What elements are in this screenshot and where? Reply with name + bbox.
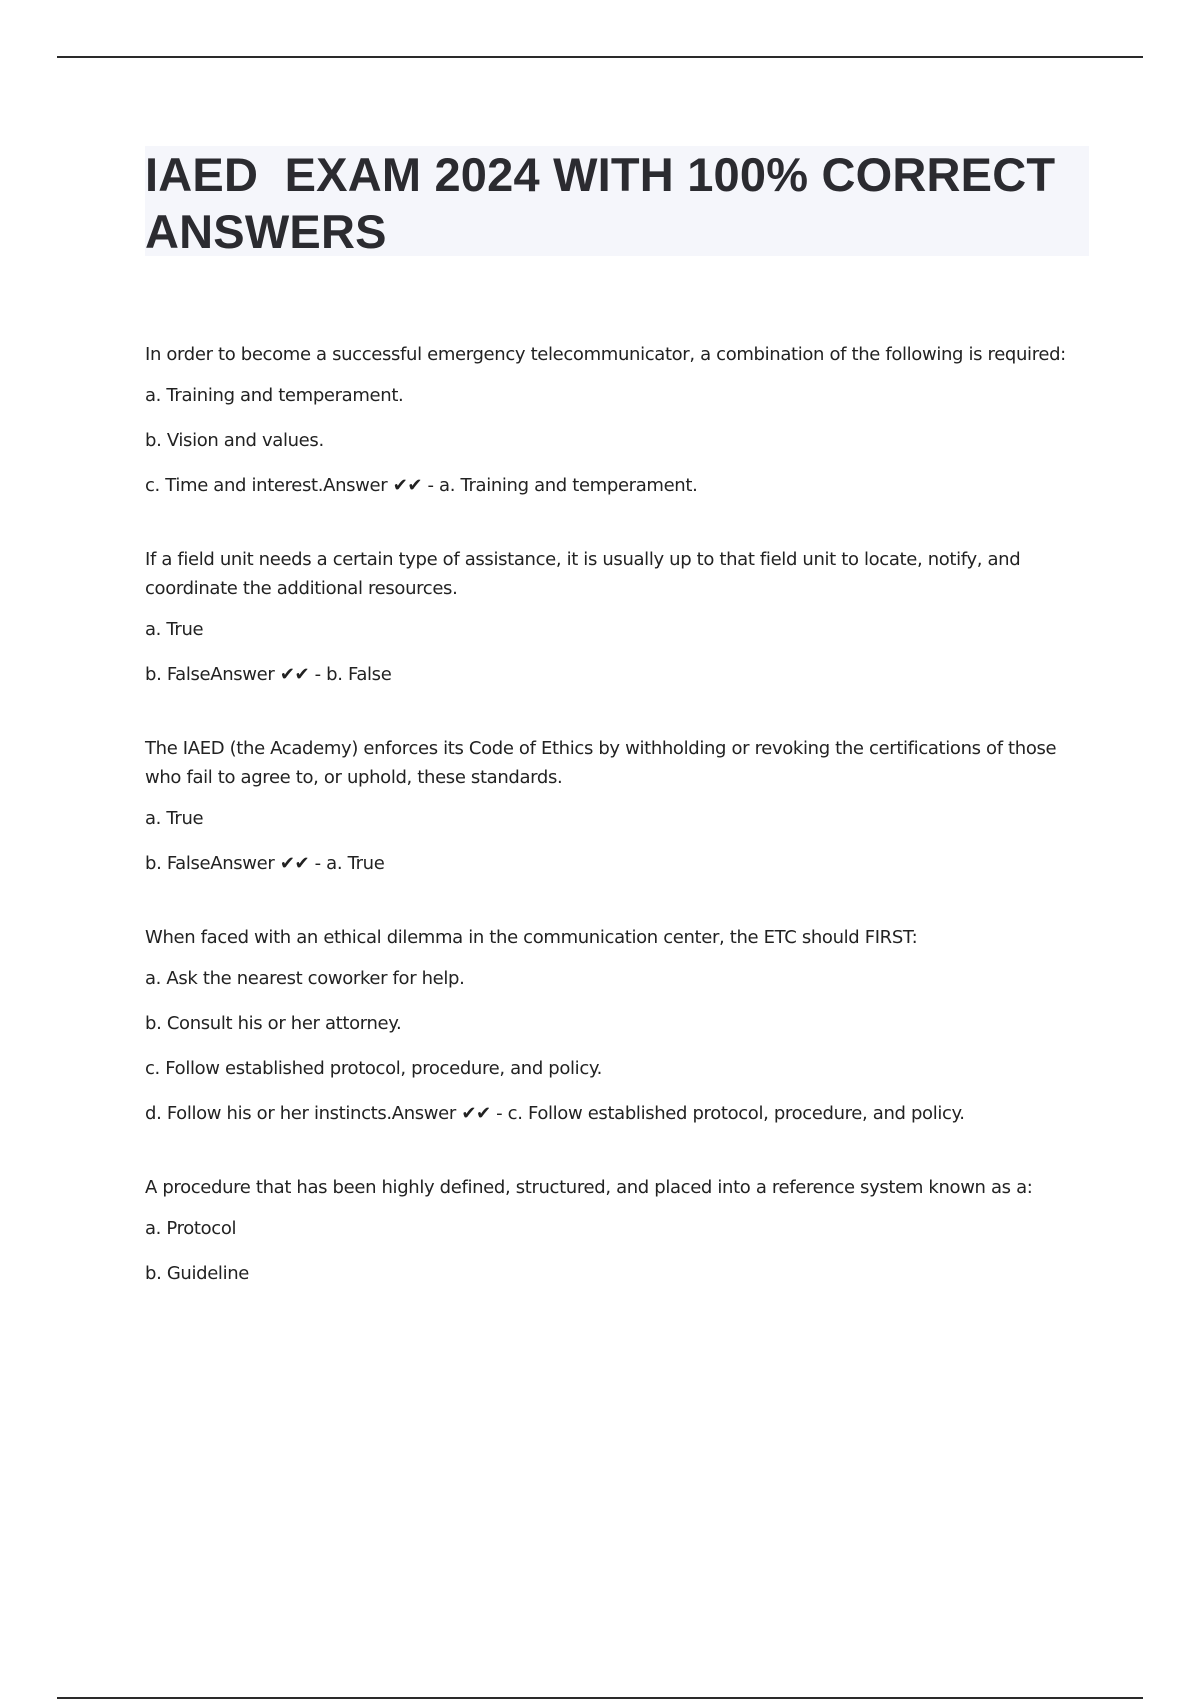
question-text: In order to become a successful emergency telecommunicator, a combination of the following is required:	[145, 344, 1066, 365]
document-title: IAED EXAM 2024 WITH 100% CORRECT ANSWERS	[145, 148, 1067, 258]
question-text: If a field unit needs a certain type of assistance, it is usually up to that field unit to locate, notify, and coordinate the additional resources.	[145, 549, 1021, 599]
question-text: The IAED (the Academy) enforces its Code of Ethics by withholding or revoking the certifications of those who fail to agree to, or uphold, these standards.	[145, 738, 1057, 788]
question-item	[145, 1173, 1095, 1288]
question-list	[145, 340, 1095, 1333]
answer-option: a. True	[145, 619, 204, 640]
answer-option: b. Guideline	[145, 1263, 250, 1284]
answer-option: b. Vision and values.	[145, 430, 324, 451]
question-text: When faced with an ethical dilemma in the communication center, the ETC should FIRST:	[145, 927, 918, 948]
answer-option: a. Ask the nearest coworker for help.	[145, 968, 465, 989]
answer-option: a. Protocol	[145, 1218, 237, 1239]
answer-option: a. Training and temperament.	[145, 385, 404, 406]
question-item	[145, 545, 1095, 689]
answer-option: c. Follow established protocol, procedure, and policy.	[145, 1058, 602, 1079]
question-item	[145, 340, 1095, 500]
answer-option-with-answer: d. Follow his or her instincts.Answer ✔✔ - c. Follow established protocol, procedure, and policy.	[145, 1103, 965, 1124]
answer-option: a. True	[145, 808, 204, 829]
answer-option-with-answer: b. FalseAnswer ✔✔ - b. False	[145, 664, 392, 685]
answer-option-with-answer: b. FalseAnswer ✔✔ - a. True	[145, 853, 385, 874]
header-rule	[57, 56, 1143, 58]
title-block	[145, 146, 1089, 256]
answer-option: b. Consult his or her attorney.	[145, 1013, 402, 1034]
question-item	[145, 734, 1095, 878]
footer-rule	[57, 1697, 1143, 1699]
question-text: A procedure that has been highly defined, structured, and placed into a reference system known as a:	[145, 1177, 1033, 1198]
question-item	[145, 923, 1095, 1128]
answer-option-with-answer: c. Time and interest.Answer ✔✔ - a. Training and temperament.	[145, 475, 698, 496]
